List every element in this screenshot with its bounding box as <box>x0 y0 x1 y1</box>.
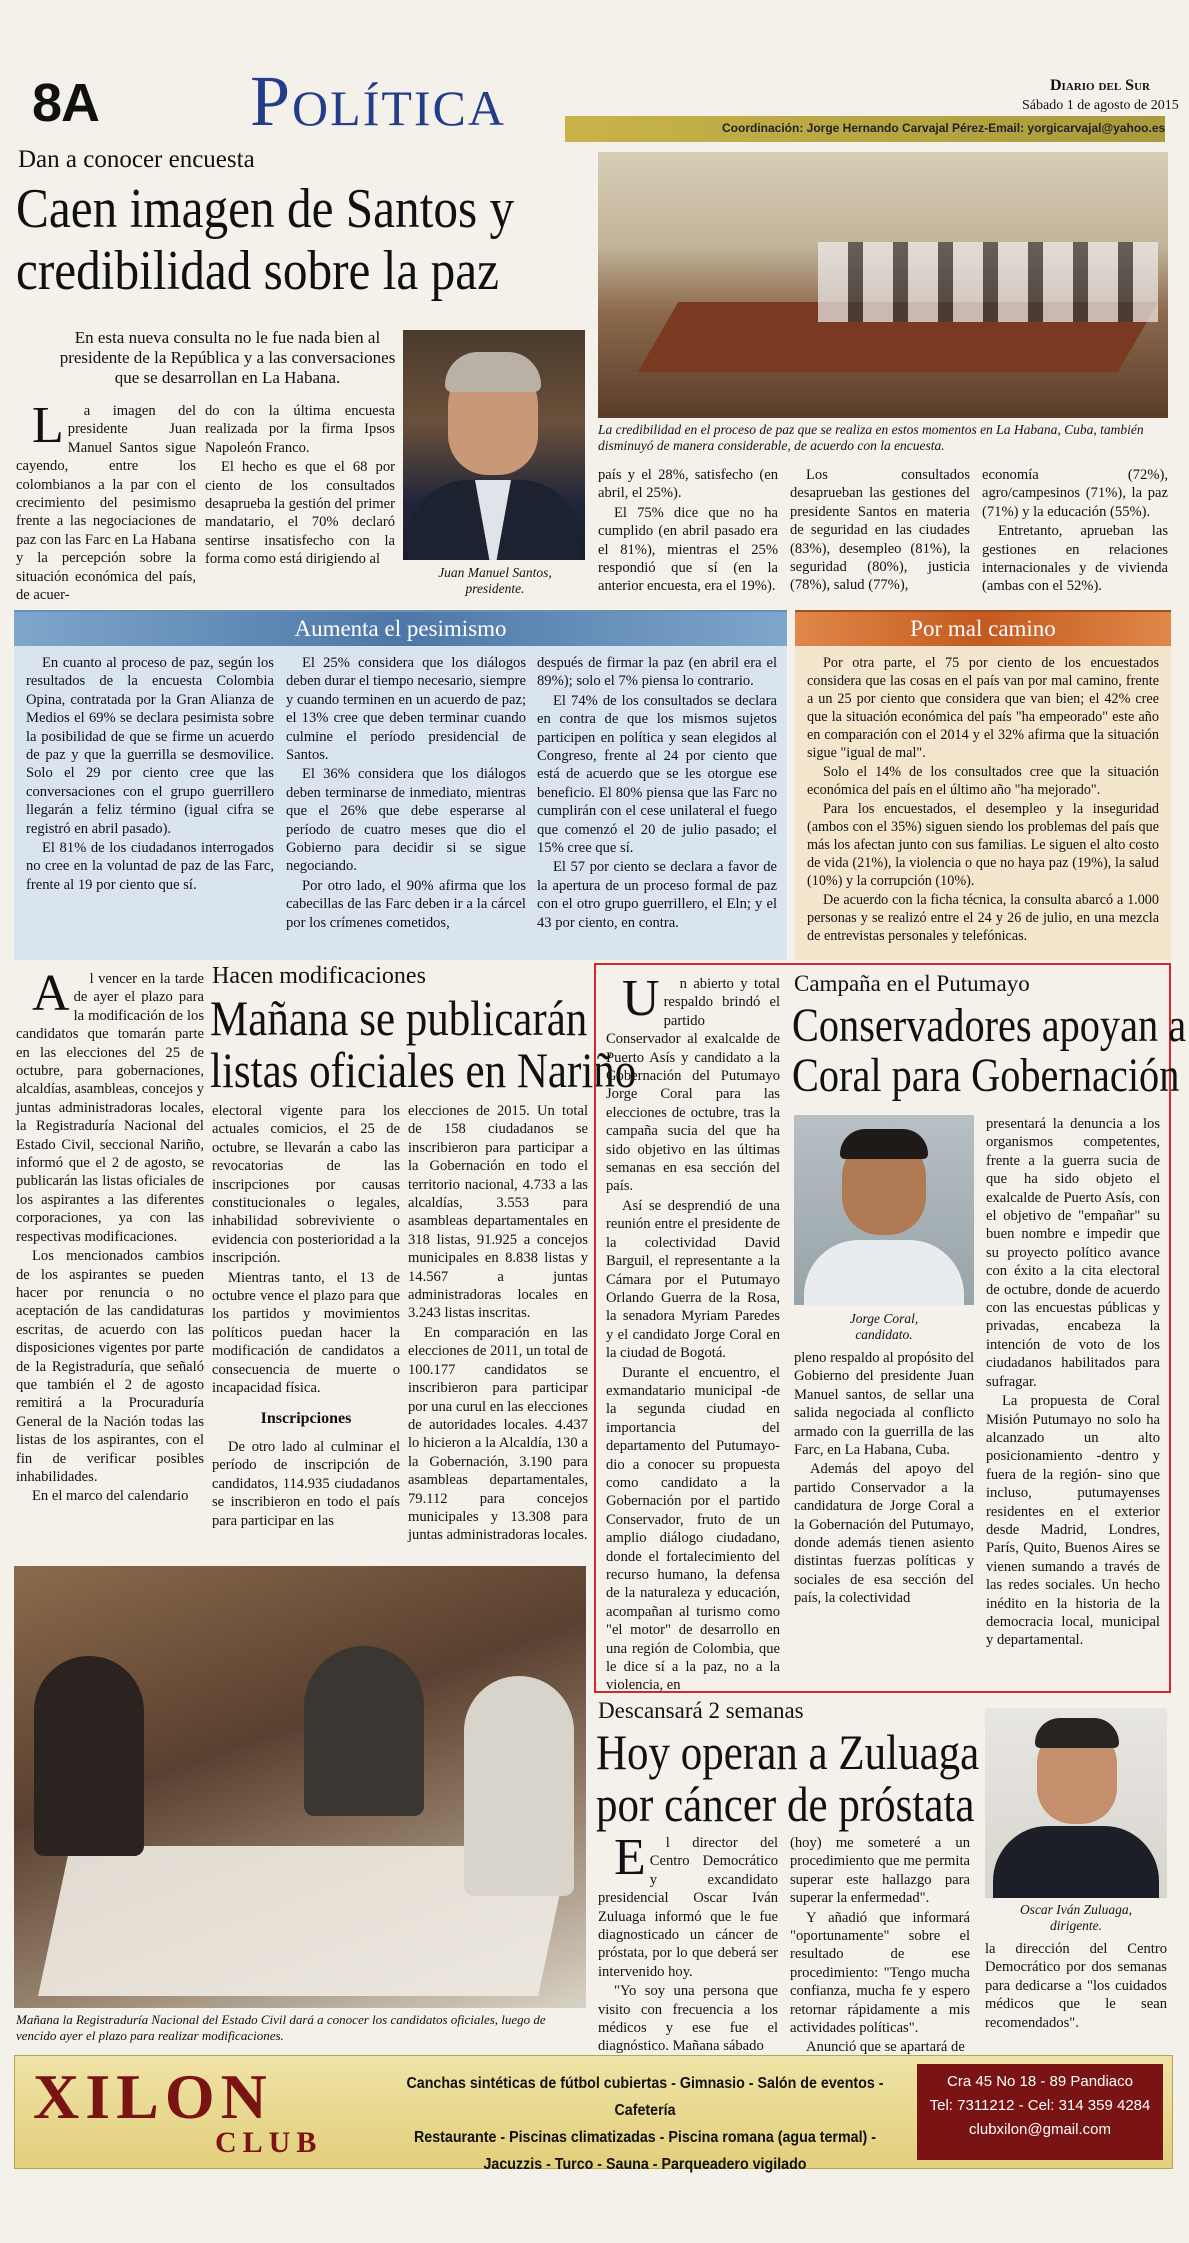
bad-path-p1: Por otra parte, el 75 por ciento de los encuestados considera que las cosas en el país van por mal camino, frente a un 25 por ciento que considera que van bien; el 42% cree que la situación económica del país "ha empeorado" este año en comparación con el 2014 y el 32% afirma que la situación sigue "igual de mal". <box>807 655 1159 761</box>
lead-col-1 <box>16 397 196 612</box>
lead-headline-line1: Caen imagen de Santos y <box>16 178 515 240</box>
page-number: 8A <box>32 73 100 133</box>
lead-col-4 <box>790 466 970 598</box>
zuluaga-portrait <box>985 1708 1167 1898</box>
ad-services <box>397 2070 894 2178</box>
xilon-logo-sub: CLUB <box>215 2126 323 2159</box>
zuluaga-caption-role: dirigente. <box>1049 1918 1103 1933</box>
zuluaga-headline-line1: Hoy operan a Zuluaga <box>596 1724 980 1780</box>
section-title: Política <box>250 61 506 141</box>
zuluaga-col-2c-text: Anunció que se apartará de <box>806 2039 965 2056</box>
narino-col-2b-text: Mientras tanto, el 13 de octubre vence el plazo para que los partidos y movimientos políticos puedan hacer la modificación de candidatos a consecuencia de muerte o incapacidad física. <box>212 1269 400 1397</box>
ad-phone: Tel: 7311212 - Cel: 314 359 4284 <box>929 2097 1151 2114</box>
bad-path-box <box>795 610 1171 960</box>
putumayo-headline-line1: Conservadores apoyan a <box>792 999 1187 1052</box>
pessimism-col-3c-text: El 57 por ciento se declara a favor de la apertura de un proceso formal de paz con el otro grupo guerrillero, el Eln; y el 43 por ciento, en contra. <box>537 859 777 931</box>
photo-people <box>818 242 1158 322</box>
coordination-line: Coordinación: Jorge Hernando Carvajal Pérez-Email: yorgicarvajal@yahoo.es <box>722 121 1166 135</box>
coral-shirt <box>804 1240 964 1305</box>
narino-col-2 <box>212 1102 400 1562</box>
lead-col-3 <box>598 466 778 598</box>
zuluaga-headline-line2: por cáncer de próstata <box>596 1776 975 1832</box>
lead-deck: En esta nueva consulta no le fue nada bien al presidente de la República y a las conversaciones que se desarrollan en La Habana. <box>59 328 396 387</box>
pessimism-col-2a-text: El 25% considera que los diálogos deben durar el tiempo necesario, siempre y cuando terminen en un acuerdo de paz; el 13% cree que deben terminar cuando culmine el período presidencial de Santos. <box>286 655 526 764</box>
pessimism-col-1a-text: En cuanto al proceso de paz, según los resultados de la encuesta Colombia Opina, contratada por la Gran Alianza de Medios el 69% se declara pesimista sobre la posibilidad de que se firme un acuerdo de paz y que la guerrilla se desmovilice. Solo el 29 por ciento cree que las conversaciones con el grupo guerrillero llegarán a feliz término (igual cifra se registró en abril pasado). <box>26 655 274 837</box>
photo-person-right <box>464 1676 574 1896</box>
santos-portrait <box>403 330 585 560</box>
lead-col-5 <box>982 466 1168 598</box>
registraduria-photo <box>14 1566 586 2008</box>
putumayo-col-2b-text: Además del apoyo del partido Conservador a la candidatura de Jorge Coral a la Gobernación del Putumayo, donde además tienen asiento distintas fuerzas políticas y sociales de esa sección del país, la colectividad <box>794 1461 974 1607</box>
havana-photo-caption: La credibilidad en el proceso de paz que se realiza en estos momentos en La Habana, Cuba, también disminuyó de manera considerable, de acuerdo con la encuesta. <box>598 422 1144 453</box>
xilon-ad <box>14 2055 1173 2173</box>
lead-col-2-text: do con la última encuesta realizada por la firma Ipsos Napoleón Franco. <box>205 403 395 456</box>
pessimism-col-2 <box>286 654 526 954</box>
lead-col-4-text: Los consultados desaprueban las gestiones del presidente Santos en materia de seguridad en las ciudades (83%), desempleo (81%), la seguridad (80%), justicia (78%), salud (77%), <box>790 467 970 594</box>
coral-hair <box>840 1129 928 1159</box>
registraduria-caption: Mañana la Registraduría Nacional del Estado Civil dará a conocer los candidatos oficiales, luego de vencido ayer el plazo para realizar modificaciones. <box>16 2012 546 2043</box>
pessimism-col-3a-text: después de firmar la paz (en abril era el 89%); solo el 7% piensa lo contrario. <box>537 655 777 690</box>
lead-col-3b-text: El 75% dice que no ha cumplido (en abril pasado era el 81%), mientras el 25% respondió que sí (en la anterior encuesta, era el 19%). <box>598 504 778 595</box>
putumayo-col-1 <box>606 970 780 1694</box>
ad-address: Cra 45 No 18 - 89 Pandiaco <box>947 2073 1133 2090</box>
santos-caption-name: Juan Manuel Santos, <box>438 565 552 580</box>
zuluaga-suit <box>993 1826 1159 1898</box>
narino-subhead: Inscripciones <box>260 1409 352 1427</box>
photo-person-center <box>304 1646 424 1816</box>
paper-name: Diario del Sur <box>1050 77 1150 94</box>
putumayo-col-3b-text: La propuesta de Coral Misión Putumayo no solo ha alcanzado un alto posicionamiento -dentro y fuera de la región- sino que incluso, putumayenses residentes en el exterior desde Madrid, Londres, París, Quito, Buenos Aires se vienen sumando a través de las redes sociales. Un hecho inédito en la historia de la democracia local, municipal y departamental. <box>986 1393 1160 1649</box>
putumayo-headline-line2: Coral para Gobernación <box>792 1049 1180 1102</box>
santos-caption <box>410 565 580 597</box>
lead-col-5b-text: Entretanto, aprueban las gestiones en relaciones internacionales y de vivienda (ambas con el 52%). <box>982 523 1168 595</box>
lead-headline-line2: credibilidad sobre la paz <box>16 240 500 302</box>
xilon-logo: XILON <box>33 2061 273 2132</box>
lead-headline <box>16 178 526 302</box>
havana-meeting-photo <box>598 152 1168 418</box>
narino-col-1 <box>16 965 204 1560</box>
lead-col-3a-text: país y el 28%, satisfecho (en abril, el 25%). <box>598 467 778 502</box>
narino-col-1c-text: En el marco del calendario <box>32 1488 189 1505</box>
ad-line-2: Restaurante - Piscinas climatizadas - Piscina romana (agua termal) - <box>413 2129 877 2146</box>
putumayo-box <box>594 963 1187 1694</box>
ad-contact <box>917 2064 1163 2160</box>
bad-path-title: Por mal camino <box>910 616 1056 641</box>
zuluaga-col-1b-text: "Yo soy una persona que visito con frecuencia a los médicos y ese fue el diagnóstico. Mañana sábado <box>598 1983 778 2055</box>
pessimism-title: Aumenta el pesimismo <box>294 616 507 641</box>
narino-col-3b-text: En comparación en las elecciones de 2011, un total de 100.177 candidatos se inscribieron para participar por una curul en las elecciones de autoridades locales. 4.437 lo hicieron a la Alcaldía, 130 a la Gobernación, 3.190 para asambleas departamentales, 79.112 para concejos municipales y 13.308 para juntas administradoras locales. <box>408 1324 588 1544</box>
lead-col-2b-text: El hecho es que el 68 por ciento de los consultados desaprueba la gestión del primer mandatario, el 70% declaró sentirse insatisfecho con la forma como está dirigiendo al <box>205 459 395 568</box>
narino-headline <box>210 992 636 1096</box>
putumayo-col-2a-text: pleno respaldo al propósito del Gobierno del presidente Juan Manuel santos, de sellar una salida negociada al conflicto armado con la guerrilla de las Farc, en La Habana, Cuba. <box>794 1350 974 1459</box>
putumayo-col-1c-text: Durante el encuentro, el exmandatario municipal -de la segunda ciudad en importancia del departamento del Putumayo- dio a conocer su propuesta como candidato a la Gobernación por el partido Conservador, fruto de un amplio diálogo ciudadano, donde el fortalecimiento del recurso humano, la defensa de la naturaleza y educación, acompañan al turismo como "el motor" de desarrollo en una región de Colombia, que le dice sí a la paz, no a la violencia, en <box>606 1364 780 1694</box>
pessimism-title-bar <box>14 610 787 646</box>
narino-col-3 <box>408 1102 588 1562</box>
zuluaga-hair <box>1035 1718 1119 1748</box>
bad-path-p2: Solo el 14% de los consultados cree que la situación económica del país en el último año "ha mejorado". <box>807 764 1159 798</box>
santos-caption-role: presidente. <box>465 581 525 596</box>
zuluaga-kicker: Descansará 2 semanas <box>598 1698 804 1723</box>
zuluaga-col-2b-text: Y añadió que informará "oportunamente" sobre el resultado de ese procedimiento: "Tengo mucha confianza, mucha fe y espero retornar rápidamente a mis actividades políticas". <box>790 1909 970 2037</box>
pessimism-col-1 <box>26 654 274 954</box>
ad-line-1: Canchas sintéticas de fútbol cubiertas - Gimnasio - Salón de eventos - Cafetería <box>406 2075 884 2119</box>
putumayo-headline <box>792 1001 1186 1101</box>
coral-caption-name: Jorge Coral, <box>849 1311 919 1326</box>
portrait-hair <box>445 352 541 392</box>
putumayo-col-2 <box>794 1349 974 1683</box>
narino-col-3a-text: elecciones de 2015. Un total de 158 ciudadanos se inscribieron para participar a la Gobernación en todo el territorio nacional, 4.733 a las alcaldías, 3.553 para asambleas departamentales en 318 listas, 91.925 a concejos municipales en 8.838 listas y 14.567 a juntas administradoras locales en 3.243 listas inscritas. <box>408 1103 588 1322</box>
putumayo-kicker: Campaña en el Putumayo <box>794 971 1030 996</box>
lead-col-1-text: La imagen del presidente Juan Manuel Santos sigue cayendo, entre los colombianos a la par con el crecimiento del pesimismo frente a las negociaciones de paz con las Farc en La Habana y la percepción sobre la situación económica del país, de acuer- <box>16 397 196 604</box>
bad-path-title-bar <box>795 610 1171 646</box>
pessimism-col-3 <box>537 654 777 954</box>
zuluaga-col-3 <box>985 1940 1167 2044</box>
issue-date: Sábado 1 de agosto de 2015 <box>1022 98 1179 113</box>
lead-col-5a-text: economía (72%), agro/campesinos (71%), la paz (71%) y la educación (55%). <box>982 467 1168 520</box>
bad-path-text <box>807 654 1159 954</box>
zuluaga-col-1 <box>598 1829 778 2055</box>
zuluaga-caption-name: Oscar Iván Zuluaga, <box>1019 1902 1133 1917</box>
narino-col-2c-text: De otro lado al culminar el período de inscripción de candidatos, 114.935 ciudadanos se inscribieron en todo el país para participar en las <box>212 1438 400 1529</box>
coral-portrait <box>794 1115 974 1305</box>
ad-email[interactable]: clubxilon@gmail.com <box>969 2121 1111 2138</box>
pessimism-col-1b-text: El 81% de los ciudadanos interrogados no cree en la voluntad de paz de las Farc, frente al 19 por ciento que sí. <box>26 840 274 893</box>
ad-line-3: Jacuzzis - Turco - Sauna - Parqueadero vigilado <box>483 2156 807 2173</box>
photo-person-left <box>34 1656 144 1856</box>
pessimism-col-2b-text: El 36% considera que los diálogos deben terminarse de inmediato, mientras que el 26% que debe esperarse al período de cuatro meses que dio el Gobierno para decidir si se sigue negociando. <box>286 766 526 875</box>
narino-col-2a-text: electoral vigente para los actuales comicios, el 25 de octubre, se llevarán a cabo las revocatorias de las inscripciones por causas constitucionales o legales, inhabilidad sobreviviente o evidencia con posterioridad a la inscripción. <box>212 1103 400 1267</box>
narino-col-1b-text: Los mencionados cambios de los aspirantes se pueden hacer por renuncia o no aceptación de las candidaturas escritas, de acuerdo con las disposiciones vigentes por parte de la Registraduría, que señaló que también el 2 de agosto remitirá a la Procuraduría General de la Nación todas las listas de los aspirantes, con el fin de verificar posibles inhabilidades. <box>16 1248 204 1485</box>
narino-headline-line1: Mañana se publicarán <box>210 990 588 1046</box>
pessimism-col-3b-text: El 74% de los consultados se declara en contra de que los mismos sujetos participen en política y sean elegidos al Congreso, frente al 24 por ciento que está de acuerdo que se les otorgue ese beneficio. El 80% piensa que las Farc no cumplirán con el cese unilateral el fuego que comenzó el 20 de julio pasado; el 15% cree que sí. <box>537 692 777 857</box>
narino-kicker: Hacen modificaciones <box>212 963 426 989</box>
coral-caption <box>794 1311 974 1343</box>
pessimism-box <box>14 610 787 960</box>
putumayo-col-3 <box>986 1115 1160 1683</box>
zuluaga-col-2 <box>790 1834 970 2056</box>
bad-path-p3: Para los encuestados, el desempleo y la inseguridad (ambos con el 35%) siguen siendo los problemas del país que más los afectan junto con sus familias. Le siguen el alto costo de vida (21%), la violencia o que no haya paz (19%), la salud (10%) y la corrupción (10%). <box>807 801 1159 889</box>
putumayo-col-3a-text: presentará la denuncia a los organismos competentes, frente a la guerra sucia de que ha sido objeto el exalcalde de Puerto Asís, con el objetivo de "empañar" su buen nombre e impedir que su proyecto político avance con éxito a la cita electoral de octubre, donde de acuerdo con las encuestas públicas y privadas, encabeza la intención de voto de los ciudadanos habilitados para sufragar. <box>986 1116 1160 1390</box>
lead-story <box>0 140 1189 605</box>
zuluaga-caption <box>985 1902 1167 1934</box>
narino-headline-line2: listas oficiales en Nariño <box>210 1042 637 1098</box>
coral-caption-role: candidato. <box>855 1327 913 1342</box>
lead-kicker: Dan a conocer encuesta <box>18 146 255 173</box>
bad-path-p4: De acuerdo con la ficha técnica, la consulta abarcó a 1.000 personas y se realizó entre el 24 y 26 de julio, en una mezcla de entrevistas personales y telefónicas. <box>807 892 1159 944</box>
lead-col-2 <box>205 402 395 612</box>
putumayo-col-1a-text: Un abierto y total respaldo brindó el partido Conservador al exalcalde de Puerto Asís y candidato a la Gobernación del Putumayo Jorge Coral para las elecciones de octubre, tras la campaña sucia del que ha sido objetivo en las últimas semanas en esa sección del país. <box>606 970 780 1195</box>
putumayo-col-1b-text: Así se desprendió de una reunión entre el presidente de la colectividad David Barguil, el representante a la Cámara por el Putumayo Orlando Guerra de la Rosa, la senadora Myriam Paredes y el candidato Jorge Coral en la ciudad de Bogotá. <box>606 1197 780 1362</box>
page-header <box>0 0 1189 150</box>
zuluaga-col-3-text: la dirección del Centro Democrático por dos semanas para dedicarse a "los cuidados médicos que le sean recomendados". <box>985 1941 1167 2031</box>
zuluaga-headline <box>596 1726 979 1830</box>
narino-col-1a-text: Al vencer en la tarde de ayer el plazo para la modificación de los candidatos que tomarán parte en las elecciones del 25 de octubre, para gobernaciones, alcaldías, asambleas, concejos y juntas administradoras locales, la Registraduría Nacional del Estado Civil, seccional Nariño, informó que el 2 de agosto, se publicarán las listas oficiales de los aspirantes a las diferentes corporaciones, ya con las respectivas modificaciones. <box>16 965 204 1245</box>
zuluaga-col-2a-text: (hoy) me someteré a un procedimiento que me permita superar este hallazgo para superar la enfermedad". <box>790 1835 970 1907</box>
pessimism-col-2c-text: Por otro lado, el 90% afirma que los cabecillas de las Farc deben ir a la cárcel por los crímenes cometidos, <box>286 877 526 931</box>
zuluaga-col-1a-text: El director del Centro Democrático y excandidato presidencial Oscar Iván Zuluaga informó que le fue diagnosticado un cáncer de próstata, por lo que deberá ser intervenido hoy. <box>598 1829 778 1980</box>
